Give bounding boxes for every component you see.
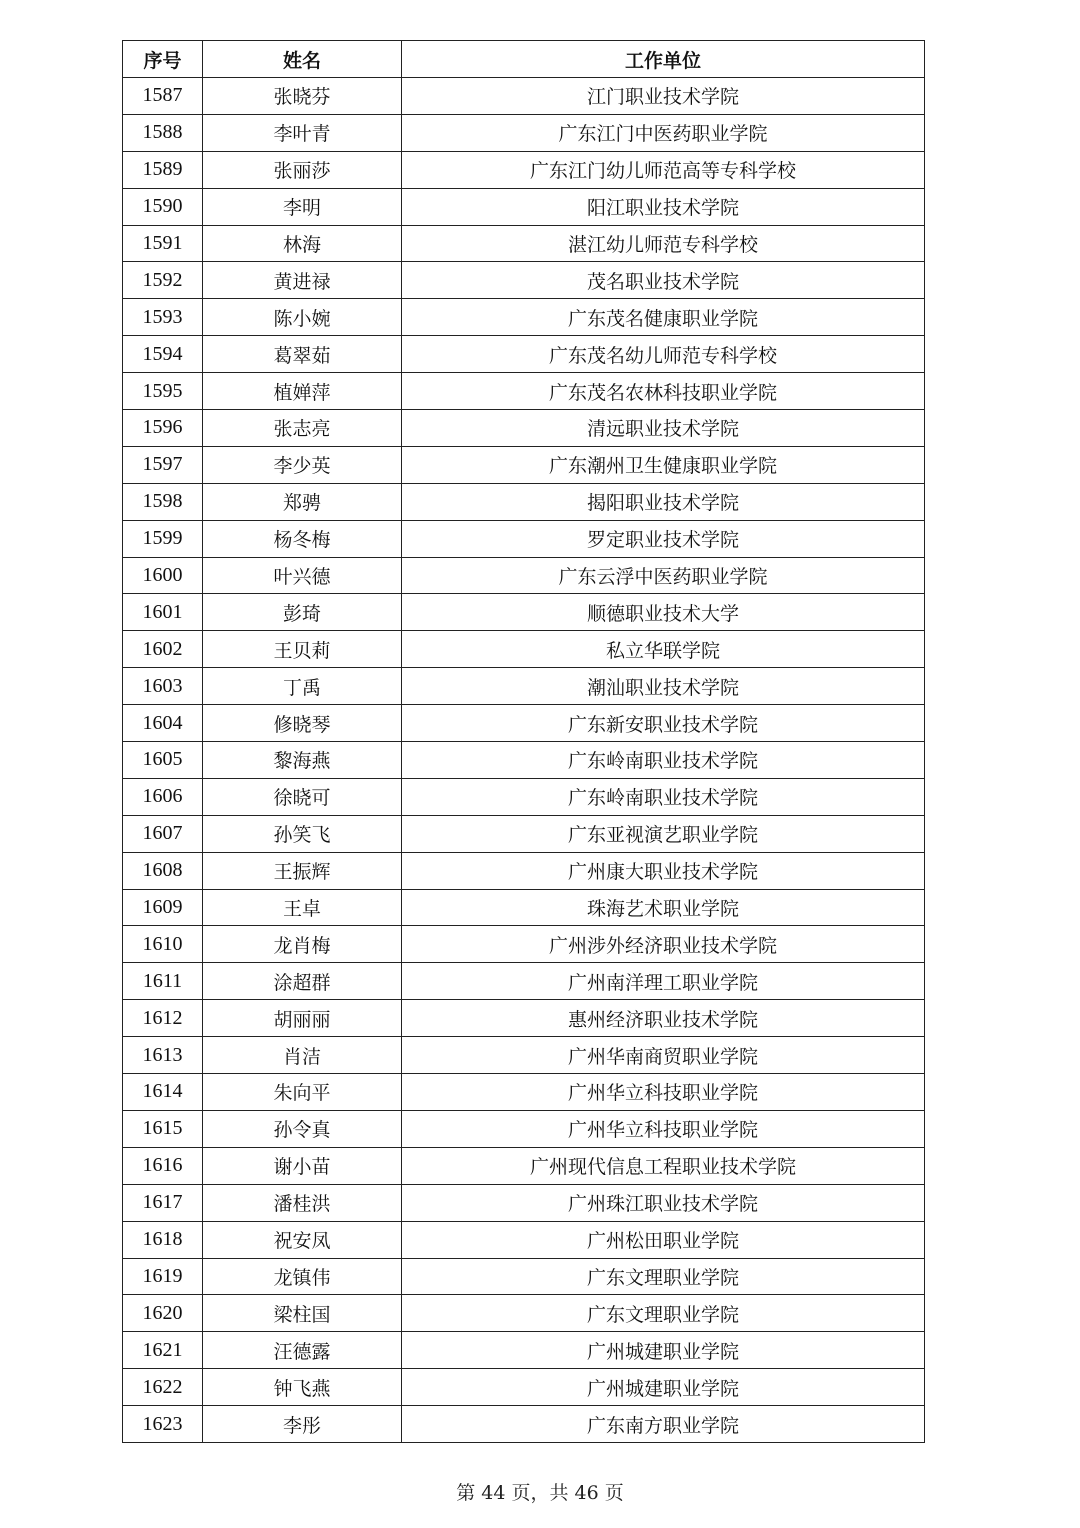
- name-cell: 王卓: [203, 889, 402, 926]
- serial-number-cell: 1613: [123, 1037, 203, 1074]
- serial-number-cell: 1592: [123, 262, 203, 299]
- work-unit-cell: 广东江门幼儿师范高等专科学校: [402, 151, 925, 188]
- table-row: [123, 151, 925, 188]
- table-row: [123, 114, 925, 151]
- serial-number-cell: 1606: [123, 778, 203, 815]
- serial-number-cell: 1604: [123, 705, 203, 742]
- serial-number-cell: 1620: [123, 1295, 203, 1332]
- work-unit-cell: 广东江门中医药职业学院: [402, 114, 925, 151]
- serial-number-cell: 1594: [123, 336, 203, 373]
- table-row: [123, 1184, 925, 1221]
- table-row: [123, 889, 925, 926]
- name-cell: 李叶青: [203, 114, 402, 151]
- serial-number-cell: 1619: [123, 1258, 203, 1295]
- name-cell: 张晓芬: [203, 78, 402, 115]
- serial-number-cell: 1617: [123, 1184, 203, 1221]
- table-row: [123, 1406, 925, 1443]
- work-unit-cell: 广州华立科技职业学院: [402, 1110, 925, 1147]
- work-unit-cell: 广东潮州卫生健康职业学院: [402, 446, 925, 483]
- name-cell: 祝安凤: [203, 1221, 402, 1258]
- header-work-unit: 工作单位: [402, 41, 925, 78]
- work-unit-cell: 广东茂名健康职业学院: [402, 299, 925, 336]
- personnel-table: [122, 40, 925, 1443]
- table-row: [123, 557, 925, 594]
- table-row: [123, 668, 925, 705]
- table-row: [123, 1037, 925, 1074]
- table-body: [123, 78, 925, 1443]
- table-row: [123, 631, 925, 668]
- table-row: [123, 742, 925, 779]
- name-cell: 张志亮: [203, 410, 402, 447]
- table-row: [123, 594, 925, 631]
- serial-number-cell: 1607: [123, 815, 203, 852]
- serial-number-cell: 1591: [123, 225, 203, 262]
- serial-number-cell: 1618: [123, 1221, 203, 1258]
- name-cell: 葛翠茹: [203, 336, 402, 373]
- name-cell: 胡丽丽: [203, 1000, 402, 1037]
- name-cell: 李明: [203, 188, 402, 225]
- table-row: [123, 815, 925, 852]
- name-cell: 王贝莉: [203, 631, 402, 668]
- name-cell: 朱向平: [203, 1074, 402, 1111]
- name-cell: 黎海燕: [203, 742, 402, 779]
- serial-number-cell: 1602: [123, 631, 203, 668]
- work-unit-cell: 广东文理职业学院: [402, 1258, 925, 1295]
- table-row: [123, 299, 925, 336]
- name-cell: 丁禹: [203, 668, 402, 705]
- name-cell: 徐晓可: [203, 778, 402, 815]
- name-cell: 李彤: [203, 1406, 402, 1443]
- serial-number-cell: 1598: [123, 483, 203, 520]
- serial-number-cell: 1587: [123, 78, 203, 115]
- table-row: [123, 78, 925, 115]
- table-row: [123, 1110, 925, 1147]
- table-row: [123, 520, 925, 557]
- serial-number-cell: 1614: [123, 1074, 203, 1111]
- table-row: [123, 1295, 925, 1332]
- serial-number-cell: 1600: [123, 557, 203, 594]
- work-unit-cell: 广州现代信息工程职业技术学院: [402, 1147, 925, 1184]
- name-cell: 修晓琴: [203, 705, 402, 742]
- table-row: [123, 225, 925, 262]
- work-unit-cell: 广东云浮中医药职业学院: [402, 557, 925, 594]
- table-row: [123, 705, 925, 742]
- serial-number-cell: 1597: [123, 446, 203, 483]
- table-row: [123, 262, 925, 299]
- table-row: [123, 1000, 925, 1037]
- name-cell: 龙镇伟: [203, 1258, 402, 1295]
- work-unit-cell: 广州城建职业学院: [402, 1369, 925, 1406]
- work-unit-cell: 广州城建职业学院: [402, 1332, 925, 1369]
- header-row: [123, 41, 925, 78]
- name-cell: 孙笑飞: [203, 815, 402, 852]
- work-unit-cell: 广州华立科技职业学院: [402, 1074, 925, 1111]
- table-row: [123, 1369, 925, 1406]
- work-unit-cell: 揭阳职业技术学院: [402, 483, 925, 520]
- table-row: [123, 373, 925, 410]
- serial-number-cell: 1616: [123, 1147, 203, 1184]
- serial-number-cell: 1589: [123, 151, 203, 188]
- name-cell: 陈小婉: [203, 299, 402, 336]
- work-unit-cell: 珠海艺术职业学院: [402, 889, 925, 926]
- work-unit-cell: 广州珠江职业技术学院: [402, 1184, 925, 1221]
- work-unit-cell: 广州华南商贸职业学院: [402, 1037, 925, 1074]
- serial-number-cell: 1608: [123, 852, 203, 889]
- name-cell: 杨冬梅: [203, 520, 402, 557]
- table-row: [123, 1221, 925, 1258]
- name-cell: 王振辉: [203, 852, 402, 889]
- table-row: [123, 852, 925, 889]
- work-unit-cell: 广州涉外经济职业技术学院: [402, 926, 925, 963]
- work-unit-cell: 广东文理职业学院: [402, 1295, 925, 1332]
- work-unit-cell: 广东新安职业技术学院: [402, 705, 925, 742]
- work-unit-cell: 广东岭南职业技术学院: [402, 778, 925, 815]
- name-cell: 叶兴德: [203, 557, 402, 594]
- serial-number-cell: 1590: [123, 188, 203, 225]
- name-cell: 梁柱国: [203, 1295, 402, 1332]
- name-cell: 植婵萍: [203, 373, 402, 410]
- work-unit-cell: 广东亚视演艺职业学院: [402, 815, 925, 852]
- serial-number-cell: 1610: [123, 926, 203, 963]
- serial-number-cell: 1588: [123, 114, 203, 151]
- serial-number-cell: 1596: [123, 410, 203, 447]
- serial-number-cell: 1605: [123, 742, 203, 779]
- work-unit-cell: 江门职业技术学院: [402, 78, 925, 115]
- serial-number-cell: 1603: [123, 668, 203, 705]
- name-cell: 龙肖梅: [203, 926, 402, 963]
- serial-number-cell: 1595: [123, 373, 203, 410]
- header-serial-number: 序号: [123, 41, 203, 78]
- work-unit-cell: 潮汕职业技术学院: [402, 668, 925, 705]
- work-unit-cell: 茂名职业技术学院: [402, 262, 925, 299]
- serial-number-cell: 1612: [123, 1000, 203, 1037]
- table-row: [123, 336, 925, 373]
- work-unit-cell: 罗定职业技术学院: [402, 520, 925, 557]
- name-cell: 林海: [203, 225, 402, 262]
- table-row: [123, 188, 925, 225]
- name-cell: 潘桂洪: [203, 1184, 402, 1221]
- page-footer: 第 44 页，共 46 页: [456, 1482, 624, 1504]
- name-cell: 谢小苗: [203, 1147, 402, 1184]
- work-unit-cell: 广东南方职业学院: [402, 1406, 925, 1443]
- name-cell: 肖洁: [203, 1037, 402, 1074]
- name-cell: 汪德露: [203, 1332, 402, 1369]
- table-row: [123, 446, 925, 483]
- table-row: [123, 483, 925, 520]
- serial-number-cell: 1609: [123, 889, 203, 926]
- work-unit-cell: 顺德职业技术大学: [402, 594, 925, 631]
- serial-number-cell: 1623: [123, 1406, 203, 1443]
- work-unit-cell: 广东茂名农林科技职业学院: [402, 373, 925, 410]
- name-cell: 孙令真: [203, 1110, 402, 1147]
- table-row: [123, 1074, 925, 1111]
- work-unit-cell: 惠州经济职业技术学院: [402, 1000, 925, 1037]
- header-name: 姓名: [203, 41, 402, 78]
- work-unit-cell: 广州南洋理工职业学院: [402, 963, 925, 1000]
- name-cell: 张丽莎: [203, 151, 402, 188]
- table-row: [123, 1332, 925, 1369]
- serial-number-cell: 1622: [123, 1369, 203, 1406]
- name-cell: 李少英: [203, 446, 402, 483]
- name-cell: 钟飞燕: [203, 1369, 402, 1406]
- work-unit-cell: 广州康大职业技术学院: [402, 852, 925, 889]
- work-unit-cell: 私立华联学院: [402, 631, 925, 668]
- table-row: [123, 926, 925, 963]
- name-cell: 黄进禄: [203, 262, 402, 299]
- table-row: [123, 963, 925, 1000]
- serial-number-cell: 1611: [123, 963, 203, 1000]
- work-unit-cell: 广东岭南职业技术学院: [402, 742, 925, 779]
- serial-number-cell: 1615: [123, 1110, 203, 1147]
- serial-number-cell: 1621: [123, 1332, 203, 1369]
- table-row: [123, 778, 925, 815]
- table-header: [123, 41, 925, 78]
- work-unit-cell: 广州松田职业学院: [402, 1221, 925, 1258]
- serial-number-cell: 1601: [123, 594, 203, 631]
- table-row: [123, 1147, 925, 1184]
- serial-number-cell: 1599: [123, 520, 203, 557]
- work-unit-cell: 阳江职业技术学院: [402, 188, 925, 225]
- table-row: [123, 410, 925, 447]
- name-cell: 郑骋: [203, 483, 402, 520]
- work-unit-cell: 清远职业技术学院: [402, 410, 925, 447]
- table-row: [123, 1258, 925, 1295]
- work-unit-cell: 广东茂名幼儿师范专科学校: [402, 336, 925, 373]
- name-cell: 彭琦: [203, 594, 402, 631]
- work-unit-cell: 湛江幼儿师范专科学校: [402, 225, 925, 262]
- serial-number-cell: 1593: [123, 299, 203, 336]
- name-cell: 涂超群: [203, 963, 402, 1000]
